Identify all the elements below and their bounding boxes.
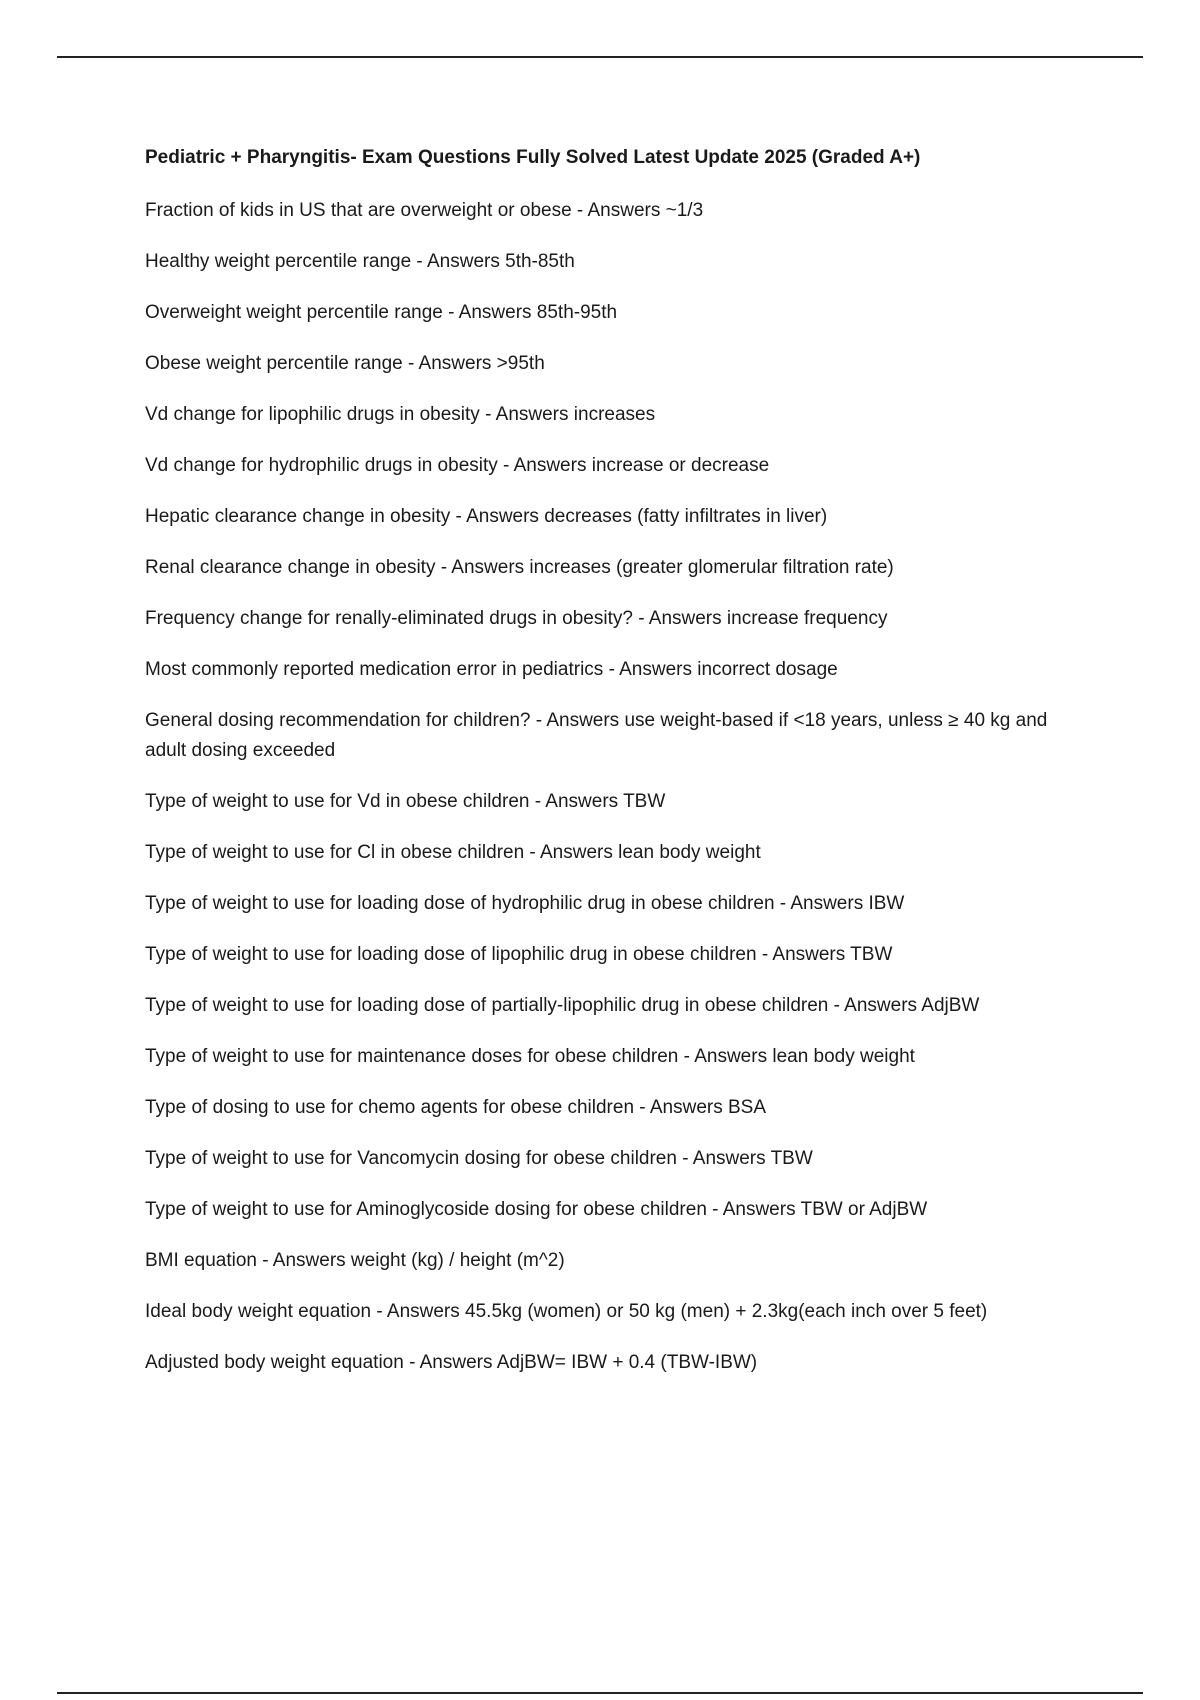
qa-item: BMI equation - Answers weight (kg) / height (m^2) <box>145 1250 565 1271</box>
qa-item: Type of weight to use for loading dose of hydrophilic drug in obese children - Answers IBW <box>145 893 905 914</box>
qa-item: Type of dosing to use for chemo agents for obese children - Answers BSA <box>145 1097 767 1118</box>
qa-item: Obese weight percentile range - Answers >95th <box>145 353 545 374</box>
qa-item: Type of weight to use for Aminoglycoside dosing for obese children - Answers TBW or AdjBW <box>145 1199 928 1220</box>
footer-rule <box>57 1692 1143 1694</box>
qa-item: Type of weight to use for Cl in obese children - Answers lean body weight <box>145 842 761 863</box>
qa-item: Vd change for lipophilic drugs in obesity - Answers increases <box>145 404 656 425</box>
qa-item: General dosing recommendation for children? - Answers use weight-based if <18 years, unless ≥ 40 kg and adult dosing exceeded <box>145 710 1048 761</box>
qa-item: Ideal body weight equation - Answers 45.5kg (women) or 50 kg (men) + 2.3kg(each inch over 5 feet) <box>145 1301 988 1322</box>
qa-item: Type of weight to use for loading dose of partially-lipophilic drug in obese children - Answers AdjBW <box>145 995 980 1016</box>
document-body <box>145 144 1075 1399</box>
qa-item: Hepatic clearance change in obesity - Answers decreases (fatty infiltrates in liver) <box>145 506 828 527</box>
qa-item: Type of weight to use for maintenance doses for obese children - Answers lean body weight <box>145 1046 915 1067</box>
header-rule <box>57 56 1143 58</box>
qa-item: Vd change for hydrophilic drugs in obesity - Answers increase or decrease <box>145 455 770 476</box>
qa-item: Healthy weight percentile range - Answers 5th-85th <box>145 251 575 272</box>
qa-item: Adjusted body weight equation - Answers AdjBW= IBW + 0.4 (TBW-IBW) <box>145 1352 758 1373</box>
qa-item: Renal clearance change in obesity - Answers increases (greater glomerular filtration rate) <box>145 557 894 578</box>
qa-item: Fraction of kids in US that are overweight or obese - Answers ~1/3 <box>145 200 704 221</box>
document-title: Pediatric + Pharyngitis- Exam Questions Fully Solved Latest Update 2025 (Graded A+) <box>145 147 921 168</box>
qa-item: Type of weight to use for Vd in obese children - Answers TBW <box>145 791 666 812</box>
qa-item: Type of weight to use for loading dose of lipophilic drug in obese children - Answers TBW <box>145 944 893 965</box>
qa-item: Frequency change for renally-eliminated drugs in obesity? - Answers increase frequency <box>145 608 888 629</box>
qa-item: Type of weight to use for Vancomycin dosing for obese children - Answers TBW <box>145 1148 813 1169</box>
qa-item: Most commonly reported medication error in pediatrics - Answers incorrect dosage <box>145 659 838 680</box>
qa-item: Overweight weight percentile range - Answers 85th-95th <box>145 302 618 323</box>
